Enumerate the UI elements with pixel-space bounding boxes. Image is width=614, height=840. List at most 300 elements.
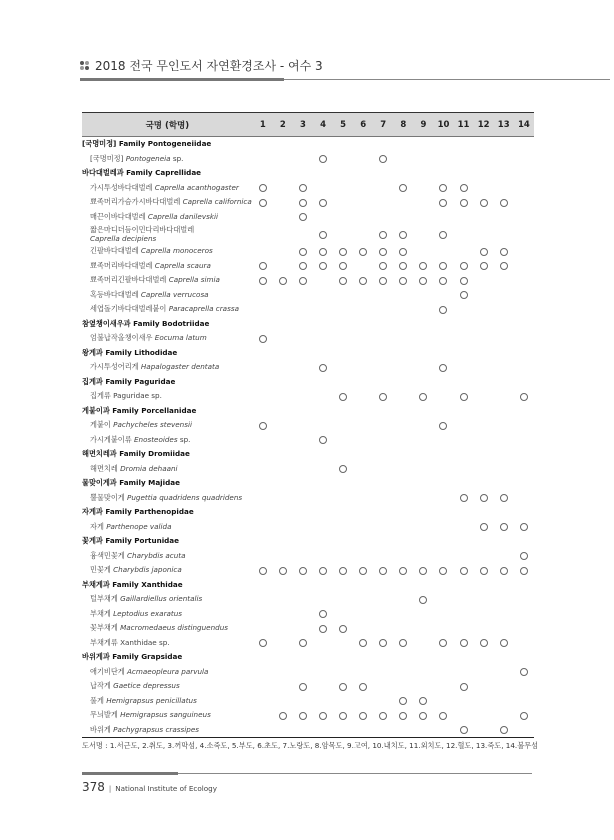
site-cell-3 <box>293 210 313 225</box>
scientific-name: Caprella monoceros <box>140 246 213 256</box>
scientific-name: Charybdis acuta <box>127 550 186 560</box>
site-cell-14 <box>514 592 534 607</box>
site-cell-9 <box>413 288 433 303</box>
site-cell-6 <box>353 433 373 448</box>
site-cell-12 <box>474 520 494 535</box>
site-cell-11 <box>454 288 474 303</box>
site-cell-12 <box>474 389 494 404</box>
site-cell-5 <box>333 331 353 346</box>
scientific-name: Enosteoides <box>133 434 178 444</box>
column-header-site-2: 2 <box>273 113 293 137</box>
site-cell-12 <box>474 224 494 244</box>
site-cell-3 <box>293 433 313 448</box>
site-cell-2 <box>273 491 293 506</box>
site-cell-8 <box>393 181 413 196</box>
site-cell-13 <box>494 181 514 196</box>
site-cell-14 <box>514 491 534 506</box>
site-cell-10 <box>433 708 453 723</box>
site-cell-6 <box>353 181 373 196</box>
site-cell-9 <box>413 549 433 564</box>
site-cell-10 <box>433 210 453 225</box>
site-cell-7 <box>373 621 393 636</box>
presence-circle-icon <box>460 277 468 285</box>
site-cell-14 <box>514 224 534 244</box>
presence-circle-icon <box>319 248 327 256</box>
site-cell-12 <box>474 708 494 723</box>
species-row <box>82 288 534 303</box>
species-name <box>82 592 253 607</box>
site-cell-2 <box>273 549 293 564</box>
species-row <box>82 273 534 288</box>
species-name <box>82 679 253 694</box>
site-cell-7 <box>373 181 393 196</box>
korean-name: 뾰족머리가슴가시바다대벌레 <box>90 197 181 207</box>
site-cell-14 <box>514 331 534 346</box>
site-cell-12 <box>474 273 494 288</box>
footer-separator: | <box>108 785 112 793</box>
family-label: 꽃게과 Family Portunidae <box>82 536 180 546</box>
family-row <box>82 650 534 665</box>
site-cell-7 <box>373 259 393 274</box>
site-cell-9 <box>413 708 433 723</box>
site-cell-14 <box>514 621 534 636</box>
column-header-site-14: 14 <box>514 113 534 137</box>
site-cell-4 <box>313 520 333 535</box>
presence-circle-icon <box>259 567 267 575</box>
site-cell-4 <box>313 462 333 477</box>
site-cell-5 <box>333 462 353 477</box>
site-cell-10 <box>433 288 453 303</box>
korean-name: 무늬발게 <box>90 710 118 720</box>
institute-name: National Institute of Ecology <box>115 784 217 793</box>
site-cell-12 <box>474 462 494 477</box>
presence-circle-icon <box>259 639 267 647</box>
site-cell-5 <box>333 621 353 636</box>
presence-circle-icon <box>299 567 307 575</box>
presence-circle-icon <box>480 494 488 502</box>
site-cell-13 <box>494 694 514 709</box>
site-cell-3 <box>293 288 313 303</box>
site-cell-13 <box>494 520 514 535</box>
page-number: 378 <box>82 780 105 794</box>
presence-circle-icon <box>339 277 347 285</box>
site-cell-4 <box>313 665 333 680</box>
site-cell-5 <box>333 210 353 225</box>
site-cell-8 <box>393 549 413 564</box>
site-cell-13 <box>494 389 514 404</box>
site-cell-9 <box>413 563 433 578</box>
site-cell-13 <box>494 491 514 506</box>
site-cell-7 <box>373 195 393 210</box>
site-cell-7 <box>373 288 393 303</box>
presence-circle-icon <box>279 567 287 575</box>
site-cell-6 <box>353 259 373 274</box>
site-cell-2 <box>273 607 293 622</box>
site-cell-10 <box>433 694 453 709</box>
column-header-site-5: 5 <box>333 113 353 137</box>
site-cell-8 <box>393 679 413 694</box>
presence-circle-icon <box>319 436 327 444</box>
korean-name: 민꽃게 <box>90 565 111 575</box>
site-cell-8 <box>393 723 413 738</box>
korean-name: 자게 <box>90 521 104 531</box>
presence-circle-icon <box>500 248 508 256</box>
site-cell-7 <box>373 224 393 244</box>
site-cell-13 <box>494 708 514 723</box>
site-cell-11 <box>454 491 474 506</box>
presence-circle-icon <box>399 277 407 285</box>
species-row <box>82 520 534 535</box>
site-cell-6 <box>353 389 373 404</box>
presence-circle-icon <box>399 231 407 239</box>
presence-circle-icon <box>359 277 367 285</box>
site-cell-8 <box>393 244 413 259</box>
site-cell-10 <box>433 549 453 564</box>
site-cell-11 <box>454 592 474 607</box>
site-cell-8 <box>393 273 413 288</box>
site-cell-6 <box>353 520 373 535</box>
site-cell-5 <box>333 418 353 433</box>
family-label: [국명미정] Family Pontogeneiidae <box>82 139 212 149</box>
species-name <box>82 433 253 448</box>
site-cell-2 <box>273 694 293 709</box>
species-name <box>82 520 253 535</box>
site-cell-4 <box>313 210 333 225</box>
species-row <box>82 723 534 738</box>
presence-circle-icon <box>319 364 327 372</box>
site-cell-5 <box>333 592 353 607</box>
species-name <box>82 389 253 404</box>
site-cell-4 <box>313 244 333 259</box>
presence-circle-icon <box>439 712 447 720</box>
site-cell-14 <box>514 288 534 303</box>
site-cell-7 <box>373 152 393 167</box>
site-cell-7 <box>373 331 393 346</box>
presence-circle-icon <box>460 184 468 192</box>
korean-name: 뾰족머리긴팔바다대벌레 <box>90 275 167 285</box>
site-cell-1 <box>253 607 273 622</box>
presence-circle-icon <box>379 262 387 270</box>
site-cell-4 <box>313 592 333 607</box>
presence-circle-icon <box>339 712 347 720</box>
site-cell-14 <box>514 181 534 196</box>
site-cell-14 <box>514 210 534 225</box>
presence-circle-icon <box>399 712 407 720</box>
presence-circle-icon <box>460 726 468 734</box>
site-cell-4 <box>313 195 333 210</box>
site-cell-3 <box>293 195 313 210</box>
site-cell-10 <box>433 273 453 288</box>
presence-circle-icon <box>460 639 468 647</box>
site-cell-1 <box>253 563 273 578</box>
site-cell-1 <box>253 520 273 535</box>
site-cell-11 <box>454 210 474 225</box>
site-cell-3 <box>293 331 313 346</box>
presence-circle-icon <box>520 567 528 575</box>
site-cell-13 <box>494 592 514 607</box>
species-name <box>82 224 253 244</box>
site-cell-10 <box>433 195 453 210</box>
column-header-site-4: 4 <box>313 113 333 137</box>
scientific-name: Caprella californica <box>182 197 252 207</box>
species-name <box>82 723 253 738</box>
species-name <box>82 607 253 622</box>
presence-circle-icon <box>359 639 367 647</box>
korean-name: 가시투성어리게 <box>90 362 139 372</box>
site-cell-7 <box>373 360 393 375</box>
site-cell-2 <box>273 708 293 723</box>
site-cell-2 <box>273 418 293 433</box>
site-cell-9 <box>413 418 433 433</box>
site-cell-13 <box>494 723 514 738</box>
site-cell-9 <box>413 433 433 448</box>
site-cell-11 <box>454 302 474 317</box>
site-cell-12 <box>474 331 494 346</box>
site-cell-13 <box>494 331 514 346</box>
site-cell-2 <box>273 592 293 607</box>
site-cell-10 <box>433 679 453 694</box>
presence-circle-icon <box>460 199 468 207</box>
family-row <box>82 404 534 419</box>
site-cell-5 <box>333 195 353 210</box>
table-header-row <box>82 113 534 137</box>
site-cell-2 <box>273 636 293 651</box>
site-cell-14 <box>514 708 534 723</box>
presence-circle-icon <box>399 639 407 647</box>
site-cell-9 <box>413 244 433 259</box>
site-cell-6 <box>353 708 373 723</box>
presence-circle-icon <box>439 262 447 270</box>
site-cell-11 <box>454 679 474 694</box>
presence-circle-icon <box>500 262 508 270</box>
site-cell-12 <box>474 152 494 167</box>
species-row <box>82 563 534 578</box>
site-cell-14 <box>514 723 534 738</box>
scientific-name: Parthenope valida <box>106 521 172 531</box>
korean-name: 부채게류 <box>90 637 118 647</box>
site-cell-11 <box>454 360 474 375</box>
site-cell-14 <box>514 563 534 578</box>
site-cell-8 <box>393 563 413 578</box>
site-cell-1 <box>253 462 273 477</box>
column-header-site-11: 11 <box>454 113 474 137</box>
family-label: 바다대벌레과 Family Caprellidae <box>82 168 202 178</box>
presence-circle-icon <box>259 422 267 430</box>
site-cell-1 <box>253 389 273 404</box>
species-row <box>82 636 534 651</box>
presence-circle-icon <box>319 625 327 633</box>
family-row <box>82 534 534 549</box>
site-cell-10 <box>433 592 453 607</box>
scientific-name: Caprella acanthogaster <box>154 182 239 192</box>
site-cell-5 <box>333 694 353 709</box>
site-cell-8 <box>393 152 413 167</box>
site-cell-4 <box>313 433 333 448</box>
presence-circle-icon <box>379 231 387 239</box>
korean-name: 부채게 <box>90 608 111 618</box>
site-cell-11 <box>454 273 474 288</box>
site-cell-8 <box>393 433 413 448</box>
scientific-name: Caprella verrucosa <box>140 289 209 299</box>
site-cell-5 <box>333 302 353 317</box>
site-cell-11 <box>454 520 474 535</box>
site-cell-5 <box>333 679 353 694</box>
presence-circle-icon <box>500 199 508 207</box>
site-cell-6 <box>353 723 373 738</box>
site-cell-11 <box>454 549 474 564</box>
site-cell-4 <box>313 224 333 244</box>
species-name <box>82 694 253 709</box>
korean-name: 가시게붙이류 <box>90 434 132 444</box>
species-row <box>82 592 534 607</box>
site-cell-10 <box>433 418 453 433</box>
site-cell-14 <box>514 244 534 259</box>
presence-circle-icon <box>319 567 327 575</box>
site-cell-10 <box>433 181 453 196</box>
site-cell-12 <box>474 491 494 506</box>
species-name <box>82 244 253 259</box>
site-cell-7 <box>373 563 393 578</box>
site-cell-14 <box>514 636 534 651</box>
column-header-site-7: 7 <box>373 113 393 137</box>
site-cell-3 <box>293 679 313 694</box>
site-cell-1 <box>253 152 273 167</box>
site-cell-11 <box>454 708 474 723</box>
report-title: 2018 전국 무인도서 자연환경조사 - 여수 3 <box>95 58 323 73</box>
site-cell-6 <box>353 210 373 225</box>
site-cell-2 <box>273 679 293 694</box>
presence-circle-icon <box>480 523 488 531</box>
species-name <box>82 462 253 477</box>
site-cell-3 <box>293 723 313 738</box>
site-cell-11 <box>454 462 474 477</box>
site-cell-9 <box>413 224 433 244</box>
site-cell-8 <box>393 462 413 477</box>
scientific-name: Pachycheles stevensii <box>113 420 192 430</box>
family-label: 해면치레과 Family Dromiidae <box>82 449 190 459</box>
presence-circle-icon <box>419 567 427 575</box>
presence-circle-icon <box>439 306 447 314</box>
scientific-name: Pugettia quadridens quadridens <box>127 492 243 502</box>
table-body <box>82 137 534 738</box>
site-cell-4 <box>313 636 333 651</box>
site-cell-7 <box>373 679 393 694</box>
site-cell-2 <box>273 224 293 244</box>
site-cell-4 <box>313 679 333 694</box>
presence-circle-icon <box>439 199 447 207</box>
presence-circle-icon <box>339 683 347 691</box>
scientific-name-suffix: Xanthidae sp. <box>120 637 170 647</box>
family-row <box>82 137 534 152</box>
family-label: 바위게과 Family Grapsidae <box>82 652 183 662</box>
site-cell-1 <box>253 331 273 346</box>
presence-circle-icon <box>480 639 488 647</box>
site-cell-9 <box>413 621 433 636</box>
site-cell-5 <box>333 491 353 506</box>
scientific-name: Caprella decipiens <box>90 234 157 243</box>
site-cell-1 <box>253 302 273 317</box>
site-cell-3 <box>293 636 313 651</box>
family-row <box>82 505 534 520</box>
site-cell-9 <box>413 694 433 709</box>
site-cell-5 <box>333 520 353 535</box>
presence-circle-icon <box>399 184 407 192</box>
site-cell-3 <box>293 224 313 244</box>
korean-name: 게붙이 <box>90 420 111 430</box>
site-cell-3 <box>293 549 313 564</box>
site-cell-8 <box>393 288 413 303</box>
site-cell-6 <box>353 288 373 303</box>
site-cell-9 <box>413 520 433 535</box>
species-name <box>82 181 253 196</box>
site-cell-8 <box>393 418 413 433</box>
presence-circle-icon <box>299 277 307 285</box>
presence-circle-icon <box>460 494 468 502</box>
site-cell-12 <box>474 433 494 448</box>
site-cell-3 <box>293 360 313 375</box>
site-cell-2 <box>273 259 293 274</box>
site-cell-8 <box>393 636 413 651</box>
site-cell-3 <box>293 563 313 578</box>
species-row <box>82 433 534 448</box>
site-cell-13 <box>494 273 514 288</box>
species-row <box>82 360 534 375</box>
presence-circle-icon <box>439 184 447 192</box>
korean-name: 집게류 <box>90 391 111 401</box>
site-cell-4 <box>313 723 333 738</box>
species-name <box>82 259 253 274</box>
site-cell-3 <box>293 418 313 433</box>
site-cell-1 <box>253 273 273 288</box>
site-cell-6 <box>353 302 373 317</box>
site-cell-13 <box>494 288 514 303</box>
site-cell-3 <box>293 708 313 723</box>
site-cell-4 <box>313 360 333 375</box>
presence-circle-icon <box>359 248 367 256</box>
scientific-name-suffix: sp. <box>172 153 184 163</box>
presence-circle-icon <box>259 199 267 207</box>
presence-circle-icon <box>419 262 427 270</box>
site-cell-7 <box>373 708 393 723</box>
site-cell-13 <box>494 665 514 680</box>
presence-circle-icon <box>259 184 267 192</box>
site-cell-13 <box>494 360 514 375</box>
site-cell-7 <box>373 418 393 433</box>
site-cell-14 <box>514 273 534 288</box>
site-cell-2 <box>273 181 293 196</box>
site-cell-12 <box>474 549 494 564</box>
site-cell-5 <box>333 360 353 375</box>
site-cell-4 <box>313 288 333 303</box>
site-cell-9 <box>413 195 433 210</box>
presence-circle-icon <box>319 199 327 207</box>
scientific-name: Caprella simia <box>168 275 220 285</box>
site-cell-7 <box>373 592 393 607</box>
column-header-site-12: 12 <box>474 113 494 137</box>
site-cell-3 <box>293 259 313 274</box>
korean-name: 꽃부채게 <box>90 623 118 633</box>
site-cell-1 <box>253 360 273 375</box>
site-cell-6 <box>353 360 373 375</box>
presence-circle-icon <box>259 262 267 270</box>
presence-circle-icon <box>480 262 488 270</box>
scientific-name-suffix: Paguridae sp. <box>113 391 162 401</box>
species-name <box>82 152 253 167</box>
site-cell-1 <box>253 195 273 210</box>
site-cell-7 <box>373 462 393 477</box>
family-row <box>82 346 534 361</box>
site-cell-12 <box>474 679 494 694</box>
